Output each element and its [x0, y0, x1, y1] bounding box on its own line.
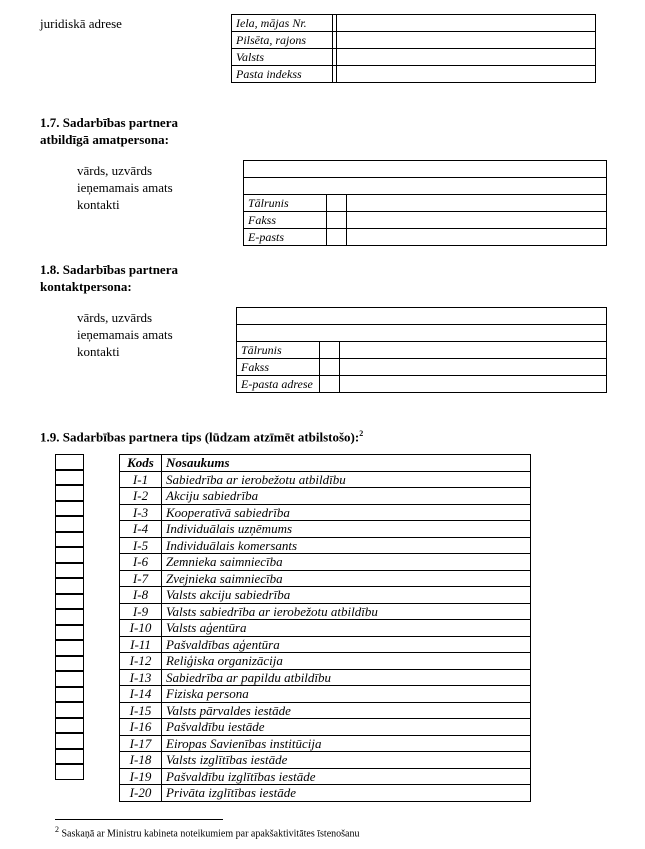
table-row	[120, 554, 531, 571]
type-code: I-1	[120, 471, 162, 488]
type-name: Pašvaldību izglītības iestāde	[162, 768, 531, 785]
email-field[interactable]	[347, 229, 607, 246]
type-checkbox[interactable]	[55, 578, 84, 594]
footnote-ref: 2	[359, 429, 364, 438]
name-field[interactable]	[244, 161, 607, 178]
type-name: Valsts pārvaldes iestāde	[162, 702, 531, 719]
table-row	[120, 669, 531, 686]
type-checkbox[interactable]	[55, 532, 84, 548]
address-table	[231, 14, 596, 83]
type-code: I-2	[120, 488, 162, 505]
type-name: Pašvaldību iestāde	[162, 719, 531, 736]
postal-code-field[interactable]	[337, 66, 596, 83]
type-checkbox[interactable]	[55, 594, 84, 610]
footnote-text: Saskaņā ar Ministru kabineta noteikumiem par apakšaktivitātes īstenošanu	[61, 828, 360, 840]
table-row	[120, 768, 531, 785]
type-name: Privāta izglītības iestāde	[162, 785, 531, 802]
type-checkbox[interactable]	[55, 516, 84, 532]
type-code: I-19	[120, 768, 162, 785]
name-field[interactable]	[237, 308, 607, 325]
table-row	[120, 521, 531, 538]
type-name: Valsts izglītības iestāde	[162, 752, 531, 769]
contacts-label: kontakti	[77, 344, 120, 359]
type-name: Valsts akciju sabiedrība	[162, 587, 531, 604]
footnote-divider	[55, 819, 223, 820]
type-checkbox[interactable]	[55, 671, 84, 687]
contacts-label: kontakti	[77, 197, 120, 212]
type-code: I-16	[120, 719, 162, 736]
type-name: Individuālais komersants	[162, 537, 531, 554]
table-row	[120, 504, 531, 521]
type-code: I-20	[120, 785, 162, 802]
type-name: Fiziska persona	[162, 686, 531, 703]
header-code: Kods	[120, 455, 162, 472]
address-row-label: Pilsēta, rajons	[232, 32, 333, 49]
table-row	[120, 702, 531, 719]
type-checkbox[interactable]	[55, 470, 84, 486]
address-row-label: Pasta indekss	[232, 66, 333, 83]
address-row-label: Iela, mājas Nr.	[232, 15, 333, 32]
contact-person-table	[236, 307, 607, 393]
phone-field[interactable]	[340, 342, 607, 359]
footnote	[55, 824, 359, 840]
type-checkbox[interactable]	[55, 609, 84, 625]
contact-row-label: E-pasta adrese	[237, 376, 320, 393]
type-checkbox[interactable]	[55, 640, 84, 656]
partner-type-table	[119, 454, 531, 802]
type-name: Individuālais uzņēmums	[162, 521, 531, 538]
type-checkbox[interactable]	[55, 687, 84, 703]
type-checkbox-column	[55, 454, 84, 780]
table-row	[120, 488, 531, 505]
type-code: I-4	[120, 521, 162, 538]
table-row	[120, 603, 531, 620]
table-row	[120, 471, 531, 488]
type-code: I-7	[120, 570, 162, 587]
section-1-7-title-line2: atbildīgā amatpersona:	[40, 132, 169, 147]
fax-field[interactable]	[340, 359, 607, 376]
type-name: Reliģiska organizācija	[162, 653, 531, 670]
table-row	[120, 570, 531, 587]
table-row	[120, 719, 531, 736]
position-field[interactable]	[244, 178, 607, 195]
type-checkbox[interactable]	[55, 501, 84, 517]
section-1-8-title-line2: kontaktpersona:	[40, 279, 132, 294]
type-code: I-12	[120, 653, 162, 670]
street-field[interactable]	[337, 15, 596, 32]
table-row	[120, 620, 531, 637]
section-1-8-title-line1: 1.8. Sadarbības partnera	[40, 262, 178, 277]
table-row	[120, 653, 531, 670]
type-name: Sabiedrība ar papildu atbildību	[162, 669, 531, 686]
type-checkbox[interactable]	[55, 764, 84, 780]
type-code: I-5	[120, 537, 162, 554]
type-checkbox-header	[55, 454, 84, 470]
type-code: I-15	[120, 702, 162, 719]
address-label: juridiskā adrese	[40, 16, 122, 31]
contact-row-label: Fakss	[244, 212, 327, 229]
type-checkbox[interactable]	[55, 485, 84, 501]
type-checkbox[interactable]	[55, 718, 84, 734]
type-name: Kooperatīvā sabiedrība	[162, 504, 531, 521]
position-label: ieņemamais amats	[77, 180, 173, 195]
type-code: I-14	[120, 686, 162, 703]
type-code: I-3	[120, 504, 162, 521]
type-checkbox[interactable]	[55, 749, 84, 765]
type-code: I-9	[120, 603, 162, 620]
type-code: I-18	[120, 752, 162, 769]
country-field[interactable]	[337, 49, 596, 66]
table-row	[120, 785, 531, 802]
type-code: I-6	[120, 554, 162, 571]
table-row	[120, 537, 531, 554]
footnote-number: 2	[55, 825, 59, 834]
contact-row-label: Tālrunis	[244, 195, 327, 212]
table-row	[120, 686, 531, 703]
table-header-row	[120, 455, 531, 472]
contact-row-label: Tālrunis	[237, 342, 320, 359]
type-checkbox[interactable]	[55, 733, 84, 749]
type-checkbox[interactable]	[55, 656, 84, 672]
phone-field[interactable]	[347, 195, 607, 212]
type-checkbox[interactable]	[55, 625, 84, 641]
type-name: Akciju sabiedrība	[162, 488, 531, 505]
type-checkbox[interactable]	[55, 563, 84, 579]
responsible-person-table	[243, 160, 607, 246]
name-label: vārds, uzvārds	[77, 310, 153, 325]
position-label: ieņemamais amats	[77, 327, 173, 342]
type-code: I-11	[120, 636, 162, 653]
type-code: I-13	[120, 669, 162, 686]
fax-field[interactable]	[347, 212, 607, 229]
type-checkbox[interactable]	[55, 702, 84, 718]
type-name: Pašvaldības aģentūra	[162, 636, 531, 653]
section-1-7-title-line1: 1.7. Sadarbības partnera	[40, 115, 178, 130]
type-name: Eiropas Savienības institūcija	[162, 735, 531, 752]
section-1-9-title-text: 1.9. Sadarbības partnera tips (lūdzam atzīmēt atbilstošo):	[40, 429, 360, 445]
type-code: I-17	[120, 735, 162, 752]
type-checkbox[interactable]	[55, 547, 84, 563]
table-row	[120, 587, 531, 604]
type-code: I-10	[120, 620, 162, 637]
type-name: Valsts sabiedrība ar ierobežotu atbildību	[162, 603, 531, 620]
type-code: I-8	[120, 587, 162, 604]
contact-row-label: Fakss	[237, 359, 320, 376]
position-field[interactable]	[237, 325, 607, 342]
type-name: Valsts aģentūra	[162, 620, 531, 637]
email-field[interactable]	[340, 376, 607, 393]
table-row	[120, 752, 531, 769]
table-row	[120, 636, 531, 653]
table-row	[120, 735, 531, 752]
contact-row-label: E-pasts	[244, 229, 327, 246]
city-field[interactable]	[337, 32, 596, 49]
type-name: Zvejnieka saimniecība	[162, 570, 531, 587]
type-name: Zemnieka saimniecība	[162, 554, 531, 571]
section-1-9-title	[40, 425, 363, 445]
address-row-label: Valsts	[232, 49, 333, 66]
type-name: Sabiedrība ar ierobežotu atbildību	[162, 471, 531, 488]
name-label: vārds, uzvārds	[77, 163, 153, 178]
header-name: Nosaukums	[162, 455, 531, 472]
